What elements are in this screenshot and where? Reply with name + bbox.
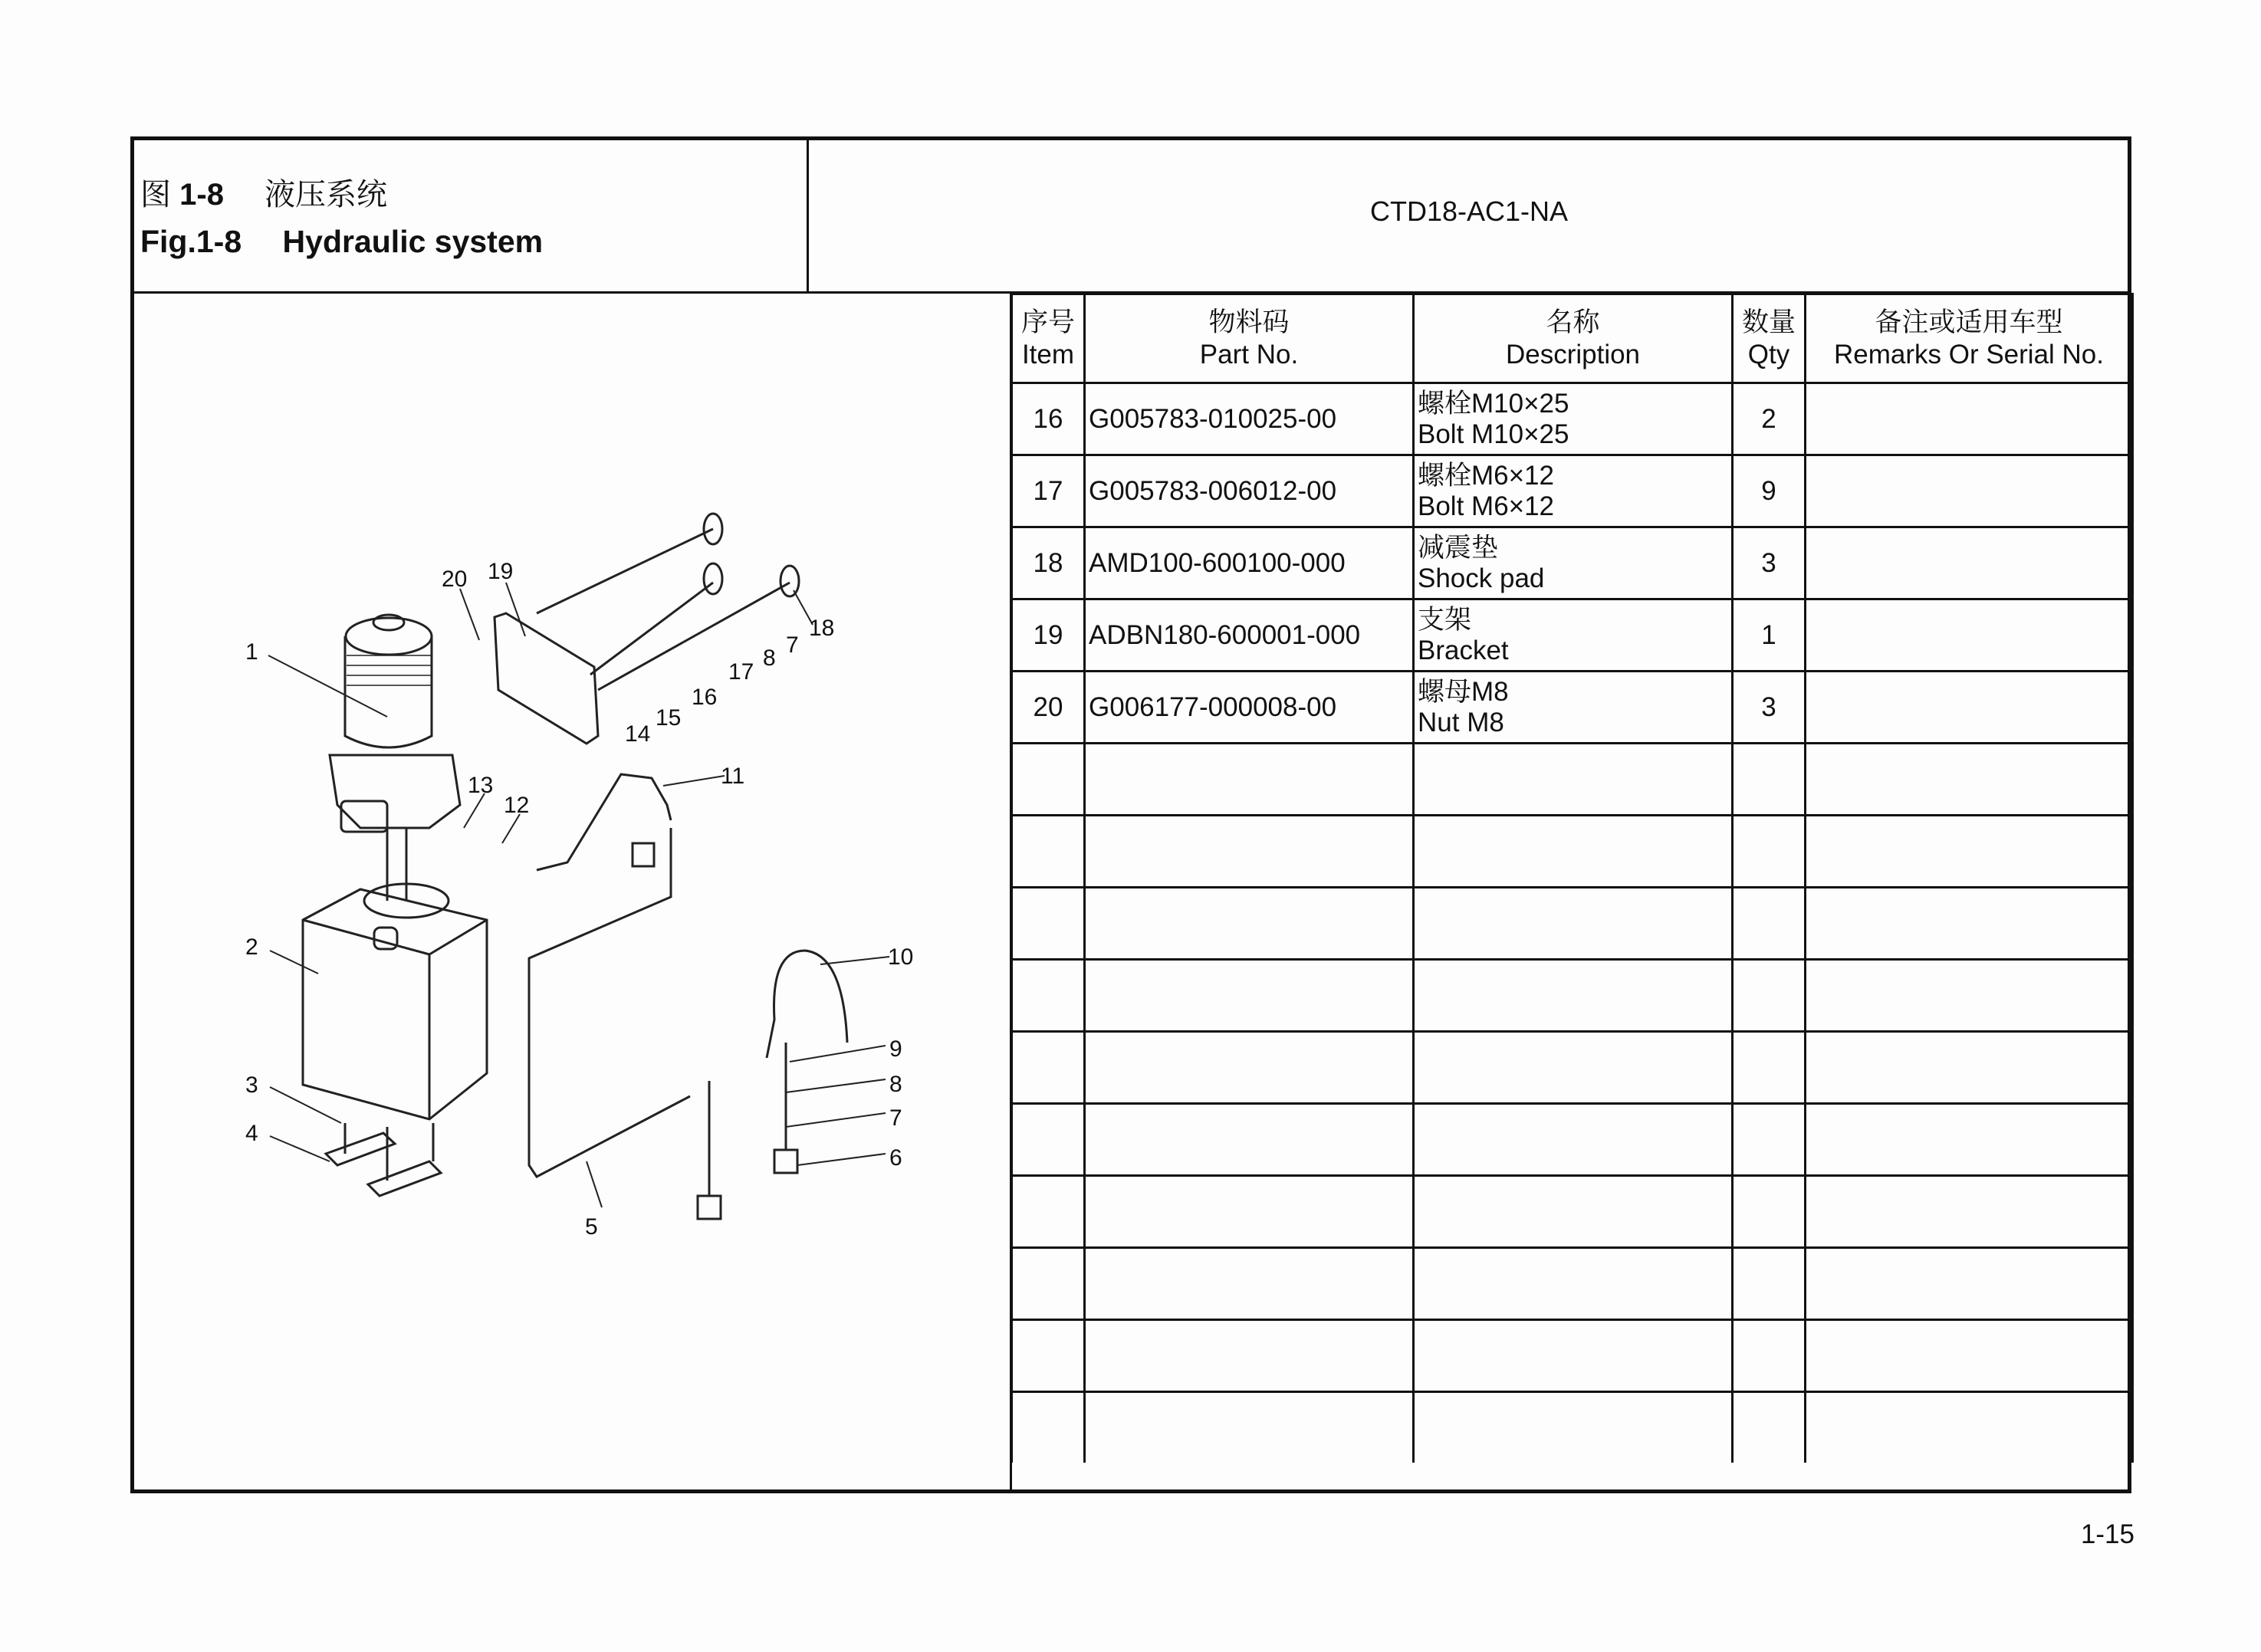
callout-14: 14 [625,721,651,747]
return-pipe [529,828,690,1177]
callout-9: 9 [889,1036,902,1062]
part-no-cell [1085,744,1414,816]
callout-7: 7 [889,1105,902,1131]
part-no-cell: G005783-006012-00 [1085,455,1414,527]
remarks-cell [1806,744,2133,816]
remarks-cell [1806,672,2133,744]
tank-foot [326,1133,395,1165]
shock-pad-block [698,1196,721,1219]
table-row-empty [1012,1248,2133,1320]
column-header-part-no: 物料码 Part No. [1085,294,1414,383]
remarks-cell [1806,1392,2133,1463]
remarks-cell [1806,599,2133,672]
part-no-cell [1085,1032,1414,1104]
callout-2: 2 [245,934,258,960]
remarks-cell [1806,1176,2133,1248]
figure-cn-prefix: 图 [140,178,171,212]
description-cell [1414,816,1733,888]
table-row-empty [1012,744,2133,816]
table-header-row [1012,294,2133,383]
qty-cell: 3 [1733,527,1806,599]
item-cell [1012,888,1085,960]
table-row-empty [1012,1176,2133,1248]
shock-pad [704,563,722,594]
callout-19: 19 [488,559,514,584]
table-row-empty [1012,1104,2133,1176]
remarks-cell [1806,455,2133,527]
part-no-cell [1085,1104,1414,1176]
description-cell [1414,744,1733,816]
callout-7b: 7 [786,632,799,658]
item-cell [1012,1176,1085,1248]
table-row-empty [1012,1032,2133,1104]
part-no-cell [1085,1392,1414,1463]
part-no-cell [1085,960,1414,1032]
figure-title-cn [140,170,387,214]
motor-body [345,636,432,747]
remarks-cell [1806,527,2133,599]
hose [767,951,847,1058]
description-cell [1414,1320,1733,1392]
table-row-empty [1012,816,2133,888]
callout-16: 16 [692,685,718,710]
description-cell [1414,960,1733,1032]
description-cell: 螺母M8 Nut M8 [1414,672,1733,744]
qty-cell: 2 [1733,383,1806,455]
callout-8: 8 [889,1072,902,1097]
motor-top [346,618,432,655]
item-cell: 18 [1012,527,1085,599]
column-header-qty: 数量 Qty [1733,294,1806,383]
callout-13: 13 [468,773,494,798]
qty-cell: 3 [1733,672,1806,744]
table-row [1012,455,2133,527]
item-cell [1012,1392,1085,1463]
description-cell: 减震垫 Shock pad [1414,527,1733,599]
qty-cell [1733,744,1806,816]
table-row-empty [1012,1320,2133,1392]
description-cell [1414,1392,1733,1463]
item-cell: 17 [1012,455,1085,527]
figure-number: 1-8 [179,178,224,212]
pump-block [330,755,460,828]
remarks-cell [1806,383,2133,455]
callout-4: 4 [245,1121,258,1146]
qty-cell [1733,1392,1806,1463]
remarks-cell [1806,960,2133,1032]
qty-cell [1733,1176,1806,1248]
remarks-cell [1806,1104,2133,1176]
shock-pad-block [774,1150,797,1173]
description-cell [1414,1176,1733,1248]
table-row [1012,383,2133,455]
item-cell [1012,1104,1085,1176]
description-cell [1414,888,1733,960]
qty-cell [1733,960,1806,1032]
remarks-cell [1806,888,2133,960]
part-no-cell: ADBN180-600001-000 [1085,599,1414,672]
model-code: CTD18-AC1-NA [1369,195,1569,227]
part-no-cell [1085,1248,1414,1320]
remarks-cell [1806,1032,2133,1104]
oil-tank [303,889,487,1119]
pressure-pipe [537,774,671,870]
item-cell [1012,1032,1085,1104]
tank-foot [368,1161,441,1196]
callout-20: 20 [442,567,468,592]
hydraulic-system-diagram [134,294,1011,1489]
description-cell: 螺栓M6×12 Bolt M6×12 [1414,455,1733,527]
item-cell: 16 [1012,383,1085,455]
figure-en-prefix: Fig.1-8 [140,224,242,259]
clamp [633,843,654,866]
part-no-cell: G005783-010025-00 [1085,383,1414,455]
qty-cell [1733,888,1806,960]
item-cell [1012,816,1085,888]
table-row-empty [1012,960,2133,1032]
title-cn: 液压系统 [265,178,388,212]
qty-cell [1733,1104,1806,1176]
item-cell [1012,960,1085,1032]
item-cell: 20 [1012,672,1085,744]
description-cell [1414,1104,1733,1176]
title-en: Hydraulic system [282,224,544,259]
figure-title-en [140,224,543,260]
callout-1: 1 [245,639,258,665]
item-cell [1012,1248,1085,1320]
part-no-cell [1085,888,1414,960]
part-no-cell [1085,816,1414,888]
part-no-cell [1085,1320,1414,1392]
qty-cell [1733,1248,1806,1320]
table-row [1012,527,2133,599]
table-row [1012,672,2133,744]
description-cell: 支架 Bracket [1414,599,1733,672]
qty-cell: 1 [1733,599,1806,672]
callout-5: 5 [585,1214,598,1240]
remarks-cell [1806,1248,2133,1320]
parts-table [1011,293,2134,1463]
column-header-remarks: 备注或适用车型 Remarks Or Serial No. [1806,294,2133,383]
qty-cell [1733,1320,1806,1392]
remarks-cell [1806,1320,2133,1392]
callout-8b: 8 [763,645,776,671]
description-cell: 螺栓M10×25 Bolt M10×25 [1414,383,1733,455]
qty-cell [1733,1032,1806,1104]
qty-cell [1733,816,1806,888]
part-no-cell: G006177-000008-00 [1085,672,1414,744]
callout-3: 3 [245,1072,258,1098]
callout-12: 12 [504,793,530,818]
callout-10: 10 [888,944,914,970]
part-no-cell: AMD100-600100-000 [1085,527,1414,599]
table-row-empty [1012,888,2133,960]
bracket-plate [495,613,598,744]
callout-11: 11 [721,764,745,789]
callout-17: 17 [728,659,754,685]
page-number: 1-15 [2080,1519,2134,1549]
qty-cell: 9 [1733,455,1806,527]
description-cell [1414,1032,1733,1104]
callout-15: 15 [656,705,682,731]
column-header-description: 名称 Description [1414,294,1733,383]
callout-18: 18 [809,616,835,641]
description-cell [1414,1248,1733,1320]
column-header-item: 序号 Item [1012,294,1085,383]
part-no-cell [1085,1176,1414,1248]
item-cell [1012,744,1085,816]
callout-6: 6 [889,1145,902,1171]
table-row-empty [1012,1392,2133,1463]
item-cell: 19 [1012,599,1085,672]
item-cell [1012,1320,1085,1392]
remarks-cell [1806,816,2133,888]
shock-pad [781,566,799,596]
table-row [1012,599,2133,672]
